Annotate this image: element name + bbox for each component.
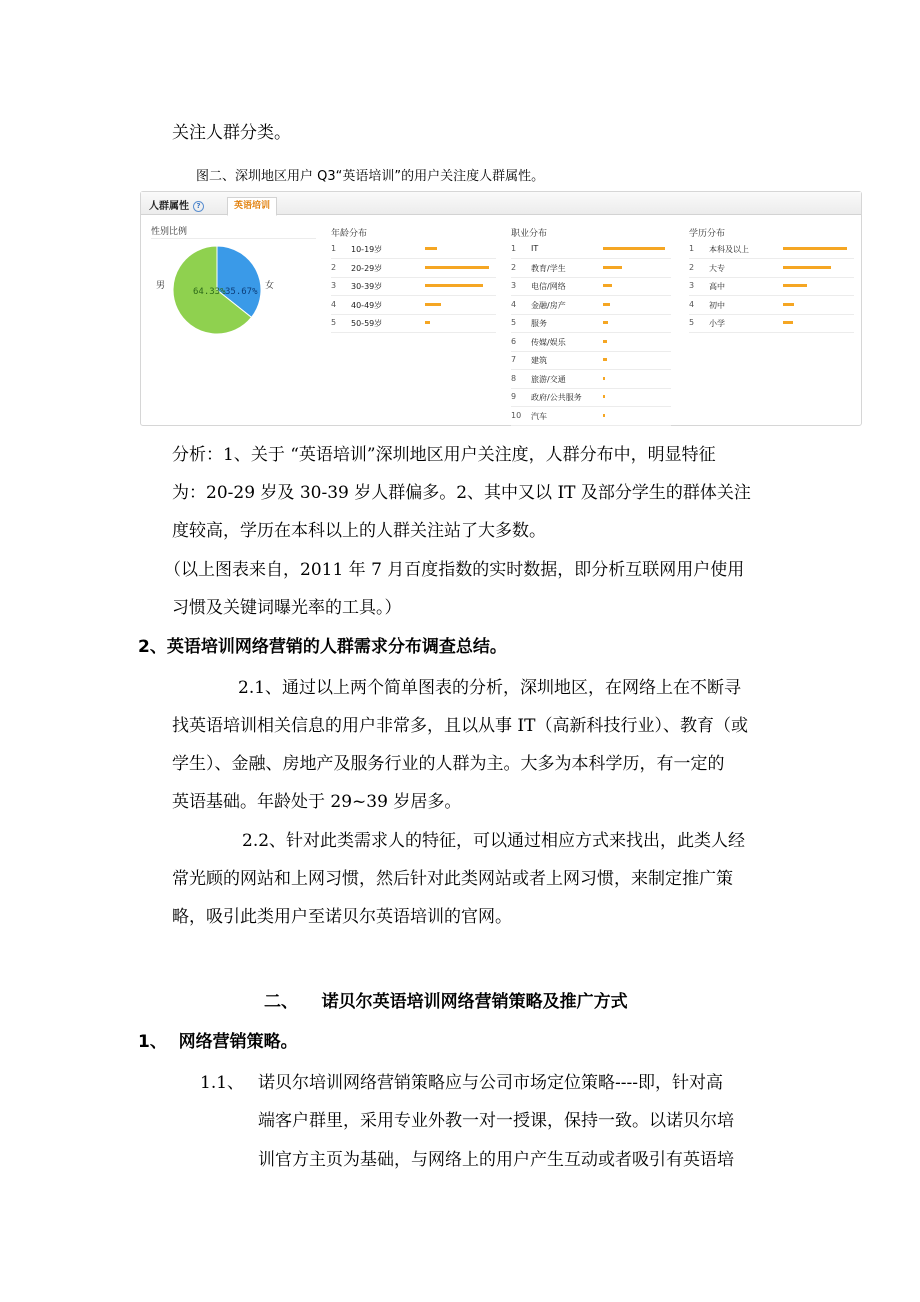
value-bar: [783, 247, 847, 250]
list-item: [511, 333, 671, 352]
male-label: 男: [156, 281, 166, 291]
male-pct-label: 64.33%: [193, 287, 226, 297]
help-icon[interactable]: ?: [193, 201, 204, 212]
para-2-2-line-1: 2.2、针对此类需求人的特征，可以通过相应方式来找出，此类人经: [242, 831, 746, 851]
list-item: [511, 240, 671, 259]
rank-number: 6: [511, 336, 517, 346]
list-item: [511, 296, 671, 315]
category-label: 电信/网络: [531, 282, 566, 291]
value-bar: [603, 266, 622, 269]
value-bar: [603, 414, 605, 417]
list-item: [331, 240, 496, 259]
value-bar: [603, 321, 608, 324]
list-item: [331, 259, 496, 278]
para-2-2-line-2: 常光顾的网站和上网习惯，然后针对此类网站或者上网习惯，来制定推广策: [172, 869, 733, 889]
category-label: 教育/学生: [531, 263, 566, 273]
category-label: 汽车: [531, 411, 547, 421]
category-label: 小学: [709, 319, 725, 328]
rank-number: 4: [689, 299, 695, 309]
list-item: [689, 314, 854, 333]
category-label: IT: [531, 244, 539, 253]
list-item: [511, 388, 671, 407]
rank-number: 4: [331, 299, 337, 309]
tab-english-training[interactable]: 英语培训: [227, 197, 277, 216]
tab-crowd-attribute[interactable]: 人群属性 ?: [149, 197, 204, 212]
gender-section-title: 性别比例: [151, 227, 188, 237]
rank-number: 1: [689, 244, 695, 253]
category-label: 大专: [709, 263, 725, 273]
value-bar: [603, 247, 665, 250]
para-1-1-line-2: 端客户群里，采用专业外教一对一授课，保持一致。以诺贝尔培: [258, 1111, 734, 1131]
list-item: [511, 407, 671, 426]
heading-1: 1、 网络营销策略。: [138, 1032, 298, 1052]
list-item: [511, 351, 671, 370]
para-2-1-line-1: 2.1、通过以上两个简单图表的分析，深圳地区，在网络上在不断寻: [238, 678, 742, 698]
category-label: 政府/公共服务: [531, 393, 582, 402]
edu-section-title: 学历分布: [689, 229, 726, 239]
para-1-1-line-3: 训官方主页为基础，与网络上的用户产生互动或者吸引有英语培: [258, 1150, 734, 1170]
para-2-1-line-3: 学生）、金融、房地产及服务行业的人群为主。大多为本科学历，有一定的: [172, 754, 725, 774]
list-item: [511, 370, 671, 389]
value-bar: [603, 377, 605, 380]
para-2-1-line-2: 找英语培训相关信息的用户非常多，且以从事 IT（高新科技行业）、教育（或: [172, 716, 748, 736]
value-bar: [783, 303, 794, 306]
source-line-1: （以上图表来自，2011 年 7 月百度指数的实时数据，即分析互联网用户使用: [164, 560, 745, 580]
value-bar: [603, 395, 605, 398]
category-label: 旅游/交通: [531, 374, 566, 384]
female-label: 女: [265, 281, 275, 291]
analysis-line-1: 分析：1、关于 “英语培训”深圳地区用户关注度，人群分布中，明显特征: [172, 445, 716, 465]
rank-number: 3: [689, 281, 695, 290]
rank-number: 1: [511, 244, 517, 253]
category-label: 20-29岁: [351, 263, 383, 273]
value-bar: [783, 321, 793, 324]
category-label: 本科及以上: [709, 245, 749, 254]
rank-number: 7: [511, 355, 517, 364]
list-item: [331, 296, 496, 315]
category-label: 服务: [531, 319, 547, 328]
list-item: [689, 240, 854, 259]
category-label: 金融/房产: [531, 300, 566, 310]
rank-number: 5: [689, 318, 695, 327]
age-section-title: 年龄分布: [331, 229, 368, 239]
list-item: [689, 277, 854, 296]
list-item: [331, 314, 496, 333]
list-item: [689, 259, 854, 278]
rank-number: 8: [511, 373, 517, 383]
value-bar: [603, 284, 612, 287]
rank-number: 5: [331, 318, 337, 327]
para-2-1-line-4: 英语基础。年龄处于 29~39 岁居多。: [172, 792, 462, 812]
divider: [151, 238, 316, 239]
analysis-line-3: 度较高，学历在本科以上的人群关注站了大多数。: [172, 521, 546, 541]
female-pct-label: 35.67%: [225, 287, 258, 297]
heading-2: 2、英语培训网络营销的人群需求分布调查总结。: [138, 637, 507, 657]
figure-caption: 图二、深圳地区用户 Q3“英语培训”的用户关注度人群属性。: [196, 169, 545, 184]
gender-pie-chart: [171, 244, 263, 336]
value-bar: [425, 266, 489, 269]
list-item: [511, 314, 671, 333]
section-title: 二、 诺贝尔英语培训网络营销策略及推广方式: [264, 992, 628, 1012]
rank-number: 9: [511, 392, 517, 401]
category-label: 30-39岁: [351, 282, 383, 291]
category-label: 40-49岁: [351, 300, 383, 310]
list-item: [689, 296, 854, 315]
value-bar: [425, 284, 483, 287]
para-2-2-line-3: 略，吸引此类用户至诺贝尔英语培训的官网。: [172, 907, 512, 927]
value-bar: [783, 284, 807, 287]
category-label: 建筑: [531, 356, 547, 365]
crowd-attribute-panel: [140, 191, 862, 426]
para-1-1-number: 1.1、: [200, 1073, 245, 1093]
list-item: [511, 277, 671, 296]
category-label: 初中: [709, 300, 725, 310]
category-label: 高中: [709, 282, 725, 291]
value-bar: [783, 266, 831, 269]
category-label: 传媒/娱乐: [531, 337, 566, 347]
rank-number: 4: [511, 299, 517, 309]
value-bar: [425, 247, 437, 250]
value-bar: [603, 358, 607, 361]
list-item: [331, 277, 496, 296]
rank-number: 1: [331, 244, 337, 253]
value-bar: [425, 321, 430, 324]
job-section-title: 职业分布: [511, 229, 548, 239]
intro-line: 关注人群分类。: [172, 123, 291, 143]
rank-number: 10: [511, 410, 522, 420]
list-item: [511, 259, 671, 278]
panel-header: [141, 192, 861, 215]
rank-number: 5: [511, 318, 517, 327]
category-label: 10-19岁: [351, 245, 383, 254]
rank-number: 2: [331, 262, 337, 272]
value-bar: [603, 340, 607, 343]
value-bar: [603, 303, 610, 306]
source-line-2: 习惯及关键词曝光率的工具。）: [172, 598, 402, 618]
analysis-line-2: 为：20-29 岁及 30-39 岁人群偏多。2、其中又以 IT 及部分学生的群体关注: [172, 483, 751, 503]
rank-number: 3: [331, 281, 337, 290]
value-bar: [425, 303, 441, 306]
para-1-1-line-1: 诺贝尔培训网络营销策略应与公司市场定位策略----即，针对高: [258, 1073, 723, 1093]
rank-number: 2: [511, 262, 517, 272]
rank-number: 3: [511, 281, 517, 290]
rank-number: 2: [689, 262, 695, 272]
category-label: 50-59岁: [351, 319, 383, 328]
